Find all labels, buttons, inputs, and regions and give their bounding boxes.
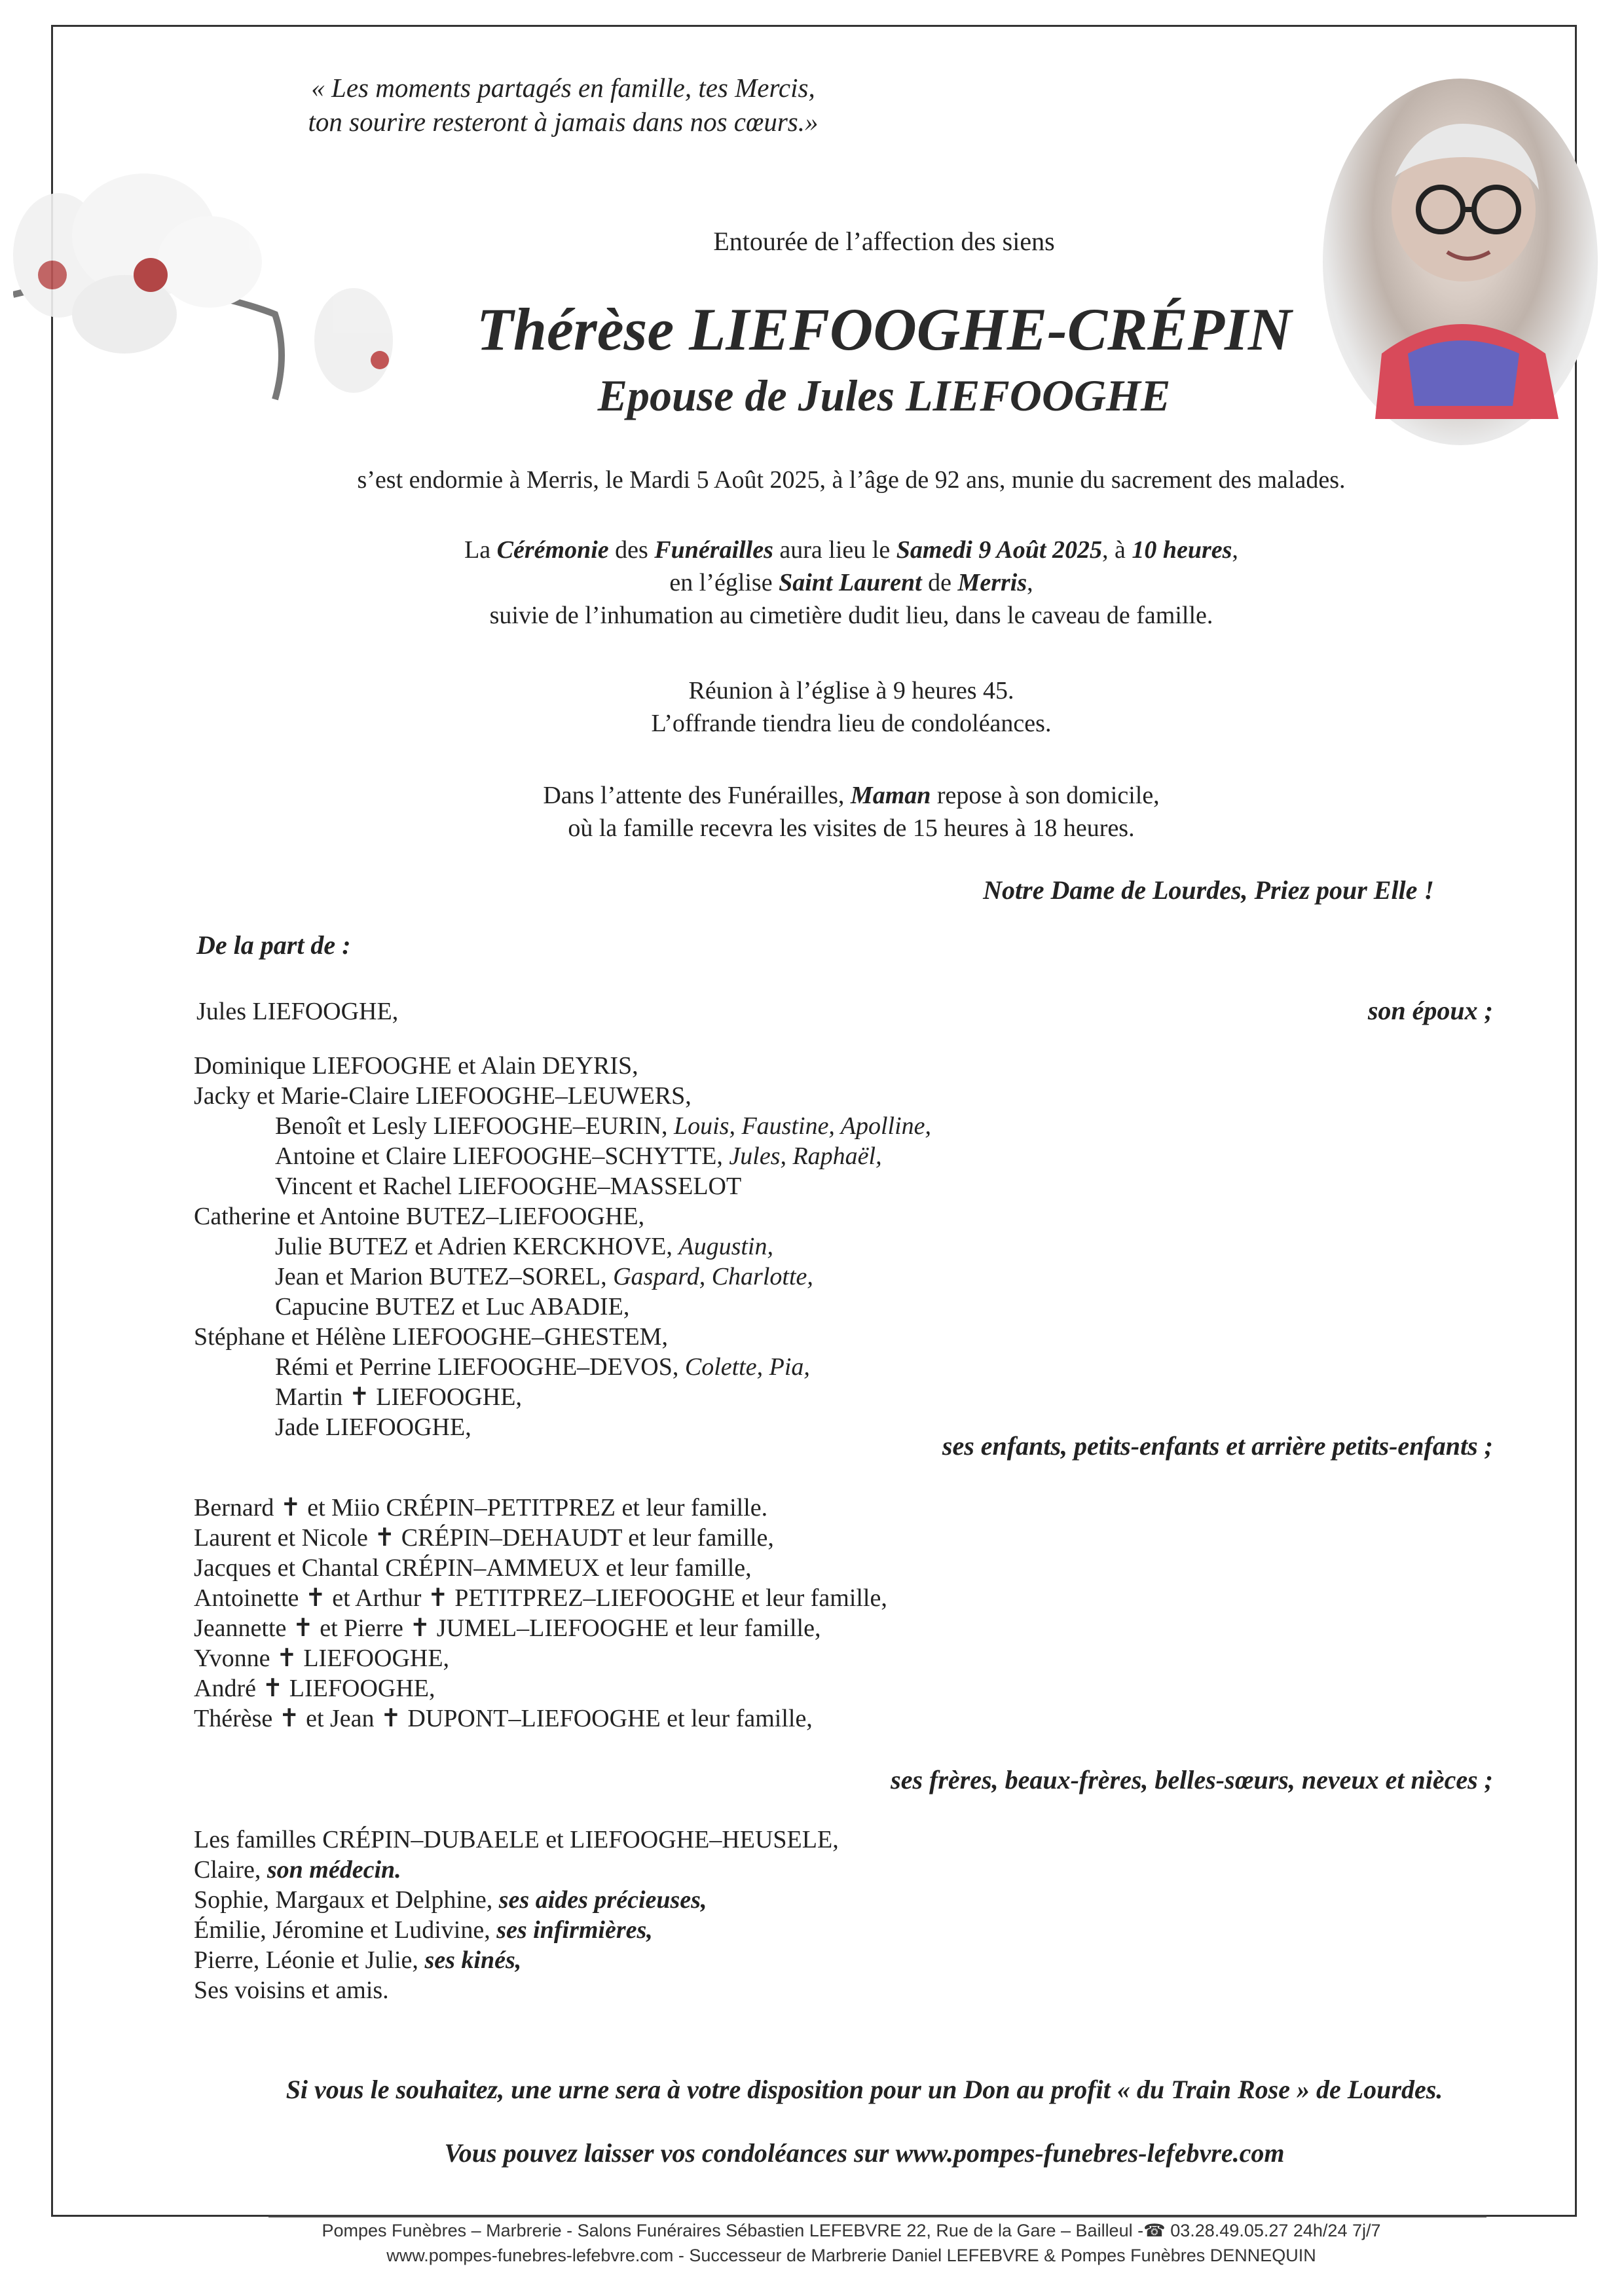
text: Sophie, Margaux et Delphine, bbox=[194, 1886, 499, 1914]
list-item bbox=[194, 1262, 931, 1292]
footer-divider bbox=[268, 2215, 1486, 2217]
condolences-line: Vous pouvez laisser vos condoléances sur www.pompes-funebres-lefebvre.com bbox=[444, 2138, 1285, 2168]
church-name: Saint Laurent bbox=[779, 569, 922, 596]
list-item bbox=[194, 1382, 931, 1412]
list-item bbox=[194, 1322, 931, 1352]
affection-line: Entourée de l’affection des siens bbox=[713, 227, 1055, 256]
maman-word: Maman bbox=[850, 782, 931, 809]
list-item bbox=[194, 1855, 839, 1885]
text: Antoine et Claire LIEFOOGHE–SCHYTTE, bbox=[275, 1142, 729, 1170]
epigraph-line: ton sourire resteront à jamais dans nos cœurs.» bbox=[308, 107, 819, 137]
text: Émilie, Jéromine et Ludivine, bbox=[194, 1916, 497, 1944]
list-item bbox=[194, 1352, 931, 1382]
text: Rémi et Perrine LIEFOOGHE–DEVOS, bbox=[275, 1353, 685, 1381]
text: Ses voisins et amis. bbox=[194, 1977, 389, 2004]
husband-name: Jules LIEFOOGHE, bbox=[196, 998, 399, 1025]
husband-tag: son époux ; bbox=[1367, 996, 1493, 1025]
children-tag: ses enfants, petits-enfants et arrière petits-enfants ; bbox=[942, 1431, 1493, 1461]
list-item: Jeannette ✝ et Pierre ✝ JUMEL–LIEFOOGHE et leur famille, bbox=[194, 1614, 821, 1642]
wake-line bbox=[196, 779, 1506, 812]
footer-address: Pompes Funèbres – Marbrerie - Salons Funéraires Sébastien LEFEBVRE 22, Rue de la Gare – Bailleul -☎ 03.28.49.05.27 24h/24 7j/7 bbox=[322, 2221, 1381, 2240]
text: , bbox=[1027, 569, 1033, 596]
text: aura lieu le bbox=[773, 536, 896, 564]
text: Stéphane et Hélène LIEFOOGHE–GHESTEM, bbox=[194, 1323, 668, 1351]
grandchildren: Louis, Faustine, Apolline, bbox=[673, 1112, 931, 1140]
list-item bbox=[194, 1111, 931, 1141]
text: Pierre, Léonie et Julie, bbox=[194, 1946, 425, 1974]
list-item bbox=[194, 1141, 931, 1171]
list-item: Antoinette ✝ et Arthur ✝ PETITPREZ–LIEFOOGHE et leur famille, bbox=[194, 1584, 887, 1612]
siblings-list bbox=[194, 1493, 887, 1734]
text: de bbox=[921, 569, 958, 596]
role: ses kinés, bbox=[424, 1946, 522, 1974]
orchid-flower-icon bbox=[13, 164, 445, 439]
prayer-line: Notre Dame de Lourdes, Priez pour Elle ! bbox=[983, 875, 1434, 905]
town-name: Merris bbox=[957, 569, 1027, 596]
list-item bbox=[194, 1051, 931, 1081]
text: Vincent et Rachel LIEFOOGHE–MASSELOT bbox=[275, 1173, 742, 1200]
list-item bbox=[194, 1885, 839, 1915]
text: Julie BUTEZ et Adrien KERCKHOVE, bbox=[275, 1233, 679, 1260]
from-label: De la part de : bbox=[196, 930, 351, 960]
text: La bbox=[464, 536, 497, 564]
burial-line: suivie de l’inhumation au cimetière dudit lieu, dans le caveau de famille. bbox=[489, 602, 1213, 629]
list-item bbox=[194, 1292, 931, 1322]
list-item: André ✝ LIEFOOGHE, bbox=[194, 1675, 435, 1702]
list-item bbox=[194, 1201, 931, 1231]
epigraph bbox=[236, 71, 891, 139]
text: , bbox=[1232, 536, 1238, 564]
donation-line: Si vous le souhaitez, une urne sera à votre disposition pour un Don au profit « du Train Rose » de Lourdes. bbox=[286, 2075, 1443, 2104]
list-item bbox=[194, 1825, 839, 1855]
list-item bbox=[194, 1231, 931, 1262]
epigraph-line: « Les moments partagés en famille, tes Mercis, bbox=[311, 73, 815, 103]
text: Dans l’attente des Funérailles, bbox=[543, 782, 851, 809]
text: en l’église bbox=[669, 569, 779, 596]
text: repose à son domicile, bbox=[931, 782, 1160, 809]
ceremony-word: Cérémonie bbox=[496, 536, 609, 564]
grandchildren: Colette, Pia, bbox=[684, 1353, 810, 1381]
text: Jacky et Marie-Claire LIEFOOGHE–LEUWERS, bbox=[194, 1082, 692, 1110]
portrait-photo bbox=[1323, 79, 1598, 445]
church-line bbox=[196, 566, 1506, 599]
text: , à bbox=[1101, 536, 1132, 564]
ceremony-line bbox=[196, 534, 1506, 566]
ceremony-time: 10 heures bbox=[1132, 536, 1232, 564]
footer-website: www.pompes-funebres-lefebvre.com - Successeur de Marbrerie Daniel LEFEBVRE & Pompes Funèbres DENNEQUIN bbox=[386, 2246, 1316, 2265]
text: Catherine et Antoine BUTEZ–LIEFOOGHE, bbox=[194, 1203, 645, 1230]
death-notice: s’est endormie à Merris, le Mardi 5 Août 2025, à l’âge de 92 ans, munie du sacrement des malades. bbox=[357, 466, 1346, 494]
visits-line: où la famille recevra les visites de 15 heures à 18 heures. bbox=[568, 814, 1135, 842]
list-item: Jacques et Chantal CRÉPIN–AMMEUX et leur famille, bbox=[194, 1554, 752, 1582]
role: ses aides précieuses, bbox=[498, 1886, 707, 1914]
grandchildren: Jules, Raphaël, bbox=[729, 1142, 882, 1170]
text: Claire, bbox=[194, 1856, 267, 1884]
text: Jade LIEFOOGHE, bbox=[275, 1413, 471, 1441]
text: des bbox=[608, 536, 655, 564]
offering-line: L’offrande tiendra lieu de condoléances. bbox=[651, 710, 1052, 737]
list-item: Bernard ✝ et Miio CRÉPIN–PETITPREZ et leur famille. bbox=[194, 1494, 768, 1522]
role: ses infirmières, bbox=[496, 1916, 653, 1944]
meeting-line: Réunion à l’église à 9 heures 45. bbox=[688, 677, 1014, 704]
list-item: Laurent et Nicole ✝ CRÉPIN–DEHAUDT et leur famille, bbox=[194, 1524, 774, 1552]
grandchildren: Gaspard, Charlotte, bbox=[613, 1263, 813, 1290]
deceased-name: Thérèse LIEFOOGHE-CRÉPIN bbox=[476, 296, 1292, 363]
text: Jean et Marion BUTEZ–SOREL, bbox=[275, 1263, 614, 1290]
list-item: Yvonne ✝ LIEFOOGHE, bbox=[194, 1645, 450, 1672]
others-list bbox=[194, 1825, 839, 2005]
grandchildren: Augustin, bbox=[678, 1233, 773, 1260]
ceremony-block bbox=[196, 534, 1506, 632]
children-list bbox=[194, 1051, 931, 1442]
meeting-block bbox=[196, 674, 1506, 740]
spouse-line: Epouse de Jules LIEFOOGHE bbox=[597, 371, 1171, 420]
ceremony-date: Samedi 9 Août 2025 bbox=[896, 536, 1102, 564]
text: Dominique LIEFOOGHE et Alain DEYRIS, bbox=[194, 1052, 638, 1080]
text: Martin ✝ LIEFOOGHE, bbox=[275, 1383, 522, 1411]
list-item bbox=[194, 1081, 931, 1111]
siblings-tag: ses frères, beaux-frères, belles-sœurs, neveux et nièces ; bbox=[891, 1765, 1493, 1795]
funerals-word: Funérailles bbox=[654, 536, 773, 564]
list-item: Thérèse ✝ et Jean ✝ DUPONT–LIEFOOGHE et leur famille, bbox=[194, 1705, 813, 1732]
list-item bbox=[194, 1915, 839, 1945]
text: Capucine BUTEZ et Luc ABADIE, bbox=[275, 1293, 630, 1321]
role: son médecin. bbox=[267, 1856, 401, 1884]
list-item bbox=[194, 1975, 839, 2005]
list-item bbox=[194, 1171, 931, 1201]
text: Les familles CRÉPIN–DUBAELE et LIEFOOGHE–HEUSELE, bbox=[194, 1826, 839, 1853]
list-item bbox=[194, 1945, 839, 1975]
wake-block bbox=[196, 779, 1506, 845]
text: Benoît et Lesly LIEFOOGHE–EURIN, bbox=[275, 1112, 674, 1140]
